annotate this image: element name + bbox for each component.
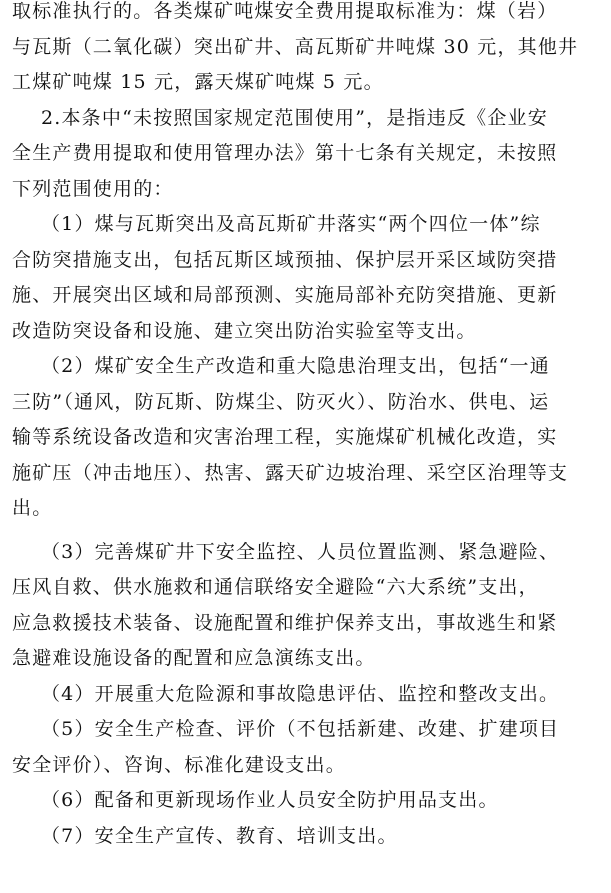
text-line: 改造防突设备和设施、建立突出防治实验室等支出。 — [12, 319, 477, 342]
text-line: 急避难设施设备的配置和应急演练支出。 — [12, 647, 376, 669]
document-page — [12, 0, 602, 854]
text-line: （5）安全生产检查、评价（不包括新建、改建、扩建项目 — [12, 718, 560, 740]
text-line: 2.本条中“未按照国家规定范围使用”，是指违反《企业安 — [12, 106, 548, 129]
text-line: 施矿压（冲击地压）、热害、露天矿边坡治理、采空区治理等支 — [12, 461, 569, 484]
text-line: （3）完善煤矿井下安全监控、人员位置监测、紧急避险、 — [12, 540, 560, 563]
text-line: 安全评价）、咨询、标准化建设支出。 — [12, 753, 346, 776]
text-line: （7）安全生产宣传、教育、培训支出。 — [12, 824, 398, 847]
text-line: （6）配备和更新现场作业人员安全防护用品支出。 — [12, 789, 499, 811]
text-line: （4）开展重大危险源和事故隐患评估、监控和整改支出。 — [12, 682, 560, 705]
text-line: 合防突措施支出，包括瓦斯区域预抽、保护层开采区域防突措 — [12, 248, 558, 271]
text-line: 工煤矿吨煤 15 元，露天煤矿吨煤 5 元。 — [12, 71, 384, 93]
text-line: 全生产费用提取和使用管理办法》第十七条有关规定，未按照 — [12, 142, 558, 164]
text-line: （2）煤矿安全生产改造和重大隐患治理支出，包括“一通 — [12, 355, 550, 377]
text-line: 压风自救、供水施救和通信联络安全避险“六大系统”支出， — [12, 576, 539, 598]
text-line: 与瓦斯（二氧化碳）突出矿井、高瓦斯矿井吨煤 30 元，其他井 — [12, 35, 579, 58]
text-line: 下列范围使用的： — [12, 177, 174, 200]
text-line: 应急救援技术装备、设施配置和维护保养支出，事故逃生和紧 — [12, 611, 558, 634]
paragraph-gap — [12, 527, 602, 535]
text-line: （1）煤与瓦斯突出及高瓦斯矿井落实“两个四位一体”综 — [12, 213, 541, 235]
text-line: 出。 — [12, 497, 53, 519]
text-line: 输等系统设备改造和灾害治理工程，实施煤矿机械化改造，实 — [12, 426, 558, 448]
text-line: 三防”（通风，防瓦斯、防煤尘、防灭火）、防治水、供电、运 — [12, 390, 550, 413]
text-line: 取标准执行的。各类煤矿吨煤安全费用提取标准为：煤（岩） — [12, 0, 558, 22]
text-line: 施、开展突出区域和局部预测、实施局部补充防突措施、更新 — [12, 284, 558, 306]
